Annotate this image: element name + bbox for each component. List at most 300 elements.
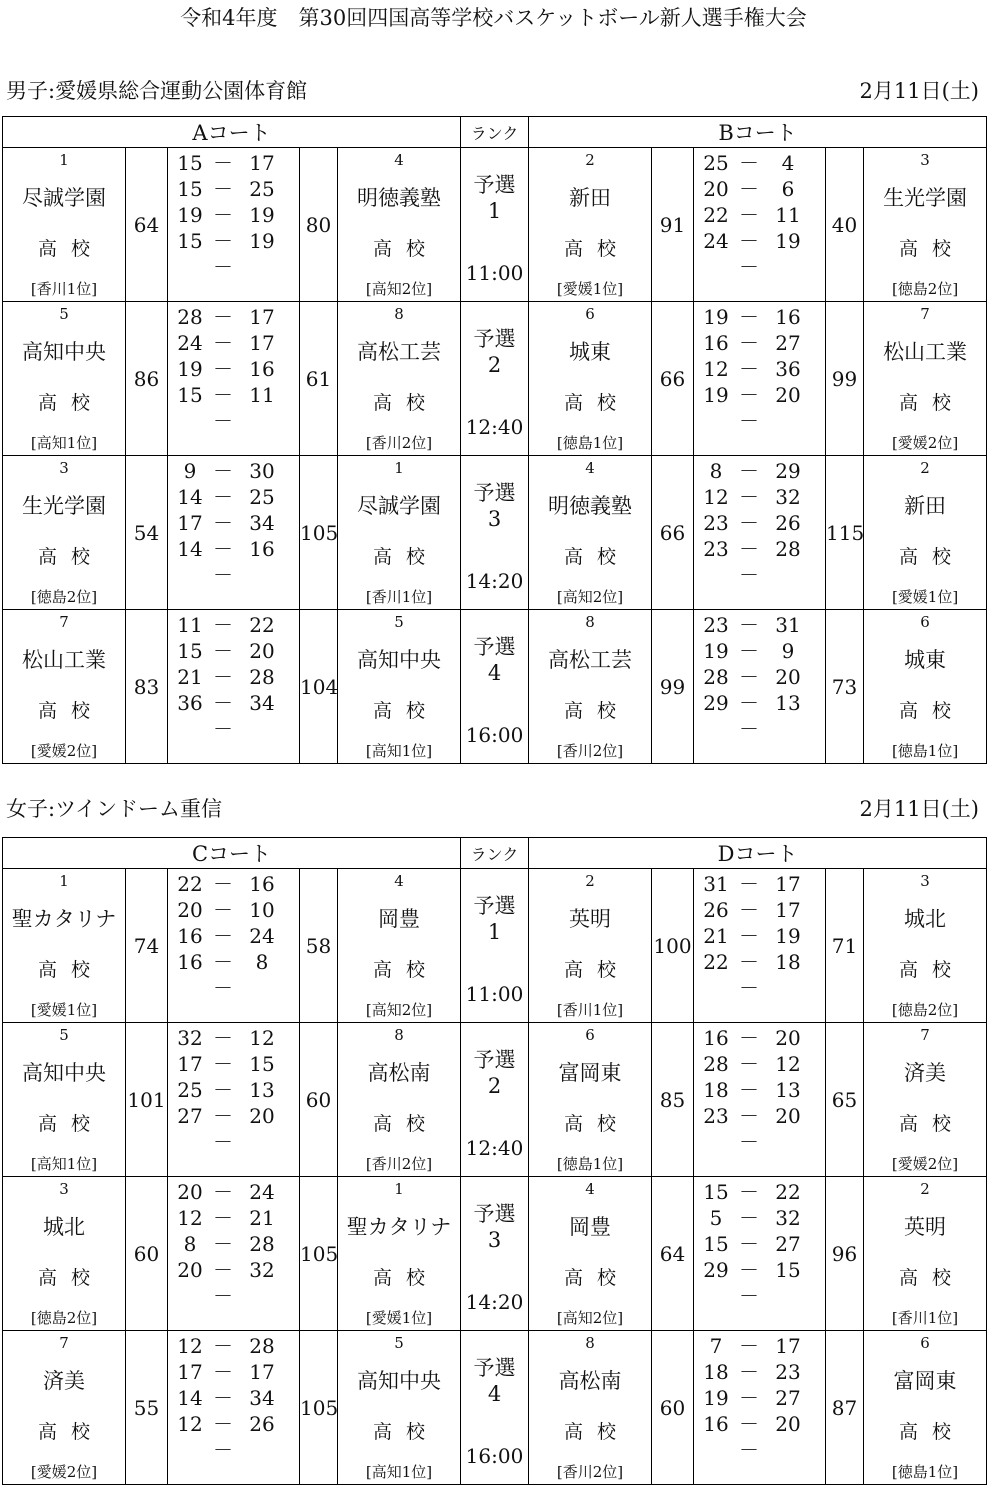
overtime-row: [694, 254, 825, 280]
dash: －: [213, 1130, 233, 1154]
dash: －: [213, 1104, 233, 1128]
quarter-list: [694, 302, 825, 455]
quarter-score-home: 20: [177, 1258, 203, 1282]
dash: －: [739, 1438, 759, 1462]
quarter-score-home: 25: [177, 1078, 203, 1102]
team-seed: 7: [920, 305, 930, 323]
team-seed: 6: [920, 1334, 930, 1352]
quarter-score-away: 17: [775, 898, 801, 922]
overtime-row: [168, 716, 299, 742]
quarter-score-home: 12: [703, 485, 729, 509]
team-name: 高松南: [558, 1369, 622, 1393]
quarter-row: [694, 897, 825, 923]
dash: －: [213, 613, 233, 637]
school-suffix: 高校: [37, 238, 104, 260]
team-seed: 5: [59, 1026, 69, 1044]
quarter-row: [168, 1411, 299, 1437]
team-seed: 4: [585, 459, 595, 477]
total-score: 60: [300, 1023, 338, 1177]
quarter-scores: [168, 869, 300, 1023]
team-block: [338, 869, 460, 1022]
quarter-row: [694, 458, 825, 484]
quarter-score-home: 19: [703, 383, 729, 407]
school-suffix: 高校: [899, 700, 966, 722]
dash: －: [213, 872, 233, 896]
team-seed: 6: [585, 305, 595, 323]
dash: －: [739, 563, 760, 587]
school-suffix: 高校: [372, 1267, 439, 1289]
quarter-row: [168, 330, 299, 356]
dash: －: [739, 1284, 759, 1308]
team-qualifier: [高知2位]: [365, 1001, 433, 1019]
quarter-row: [694, 202, 825, 228]
round-info: [461, 456, 528, 609]
rank-header: ランク: [461, 117, 529, 148]
total-score: 55: [126, 1331, 168, 1485]
total-score: 86: [126, 302, 168, 456]
team-seed: 2: [585, 872, 595, 890]
quarter-scores: [168, 148, 300, 302]
team-name: 英明: [569, 907, 611, 931]
quarter-row: [694, 1231, 825, 1257]
team-block: [338, 148, 460, 301]
overtime-row: [694, 716, 825, 742]
quarter-score-home: 5: [709, 1206, 723, 1230]
school-suffix: 高校: [563, 1113, 630, 1135]
total-score: 71: [826, 869, 864, 1023]
quarter-score-home: 24: [177, 331, 203, 355]
quarter-score-away: 12: [249, 1026, 275, 1050]
match-date: 2月11日(土): [859, 797, 979, 821]
quarter-row: [694, 1359, 825, 1385]
quarter-score-home: 20: [177, 1180, 203, 1204]
quarter-row: [168, 1025, 299, 1051]
quarter-row: [168, 536, 299, 562]
round-label: 予選: [473, 894, 516, 918]
total-score: 99: [826, 302, 864, 456]
quarter-list: [168, 302, 299, 455]
school-suffix: 高校: [899, 1421, 966, 1443]
quarter-row: [168, 1333, 299, 1359]
round-label: 予選: [473, 635, 516, 659]
team-block: [864, 456, 986, 609]
total-score: 99: [652, 610, 694, 764]
quarter-score-away: 8: [255, 950, 269, 974]
quarter-row: [168, 356, 299, 382]
quarter-row: [168, 1231, 299, 1257]
dash: －: [213, 950, 233, 974]
quarter-scores: [168, 1023, 300, 1177]
quarter-scores: [694, 1023, 826, 1177]
team-cell: [338, 148, 461, 302]
quarter-score-away: 17: [249, 151, 275, 175]
total-score: 100: [652, 869, 694, 1023]
team-cell: [3, 456, 126, 610]
round-number: 1: [487, 199, 502, 223]
dash: －: [739, 1130, 759, 1154]
quarter-score-home: 18: [703, 1360, 729, 1384]
team-block: [3, 1331, 125, 1484]
quarter-scores: [694, 1177, 826, 1331]
quarter-list: [168, 1331, 299, 1484]
dash: －: [739, 1412, 759, 1436]
quarter-score-home: 15: [703, 1180, 729, 1204]
team-name: 尽誠学園: [22, 186, 106, 210]
section-header: [0, 794, 987, 824]
quarter-score-away: 30: [249, 459, 275, 483]
school-suffix: 高校: [37, 1267, 104, 1289]
quarter-score-away: 13: [775, 1078, 801, 1102]
dash: －: [739, 924, 759, 948]
quarter-score-away: 18: [775, 950, 801, 974]
dash: －: [213, 1360, 233, 1384]
school-suffix: 高校: [899, 959, 966, 981]
total-score: 80: [300, 148, 338, 302]
team-qualifier: [徳島2位]: [30, 1309, 98, 1327]
page-title: 令和4年度 第30回四国高等学校バスケットボール新人選手権大会: [180, 6, 807, 30]
tipoff-time: 12:40: [465, 415, 524, 439]
dash: －: [213, 1334, 233, 1358]
team-block: [338, 1177, 460, 1330]
overtime-row: [168, 254, 299, 280]
quarter-score-away: 28: [775, 537, 801, 561]
quarter-score-home: 16: [177, 924, 203, 948]
quarter-row: [168, 150, 299, 176]
dash: －: [739, 409, 760, 433]
round-info: [461, 1331, 528, 1484]
team-name: 高知中央: [357, 648, 442, 672]
team-block: [864, 869, 986, 1022]
team-cell: [3, 148, 126, 302]
quarter-row: [694, 150, 825, 176]
team-name: 明徳義塾: [548, 494, 633, 518]
quarter-list: [694, 148, 825, 301]
dash: －: [213, 383, 233, 407]
team-qualifier: [愛媛1位]: [891, 588, 959, 606]
dash: －: [739, 1104, 759, 1128]
quarter-score-away: 17: [249, 305, 275, 329]
quarter-list: [168, 869, 299, 1022]
dash: －: [739, 459, 760, 483]
team-seed: 1: [59, 872, 69, 890]
dash: －: [739, 691, 760, 715]
team-seed: 6: [585, 1026, 595, 1044]
team-seed: 3: [920, 872, 930, 890]
dash: －: [739, 357, 760, 381]
dash: －: [213, 203, 233, 227]
round-number: 2: [487, 353, 502, 377]
quarter-score-home: 19: [703, 305, 729, 329]
rank-cell: [461, 456, 529, 610]
round-label: 予選: [473, 327, 516, 351]
team-name: 城北: [43, 1215, 85, 1239]
team-name: 高知中央: [22, 1061, 106, 1085]
team-name: 済美: [43, 1369, 85, 1393]
team-seed: 8: [585, 1334, 595, 1352]
team-block: [864, 610, 986, 763]
total-score: 104: [300, 610, 338, 764]
quarter-score-home: 17: [177, 1052, 203, 1076]
team-cell: [338, 1023, 461, 1177]
team-name: 明徳義塾: [357, 186, 442, 210]
team-block: [529, 1023, 651, 1176]
team-cell: [3, 869, 126, 1023]
team-name: 聖カタリナ: [11, 907, 117, 931]
team-qualifier: [徳島1位]: [891, 742, 959, 760]
quarter-score-away: 11: [775, 203, 801, 227]
quarter-score-away: 12: [775, 1052, 801, 1076]
quarter-row: [168, 228, 299, 254]
quarter-score-away: 20: [775, 1412, 801, 1436]
school-suffix: 高校: [563, 959, 630, 981]
school-suffix: 高校: [37, 1113, 104, 1135]
quarter-list: [168, 1177, 299, 1330]
quarter-score-home: 12: [177, 1206, 203, 1230]
dash: －: [213, 511, 233, 535]
overtime-row: [694, 1129, 825, 1155]
quarter-row: [694, 176, 825, 202]
team-block: [864, 1023, 986, 1176]
match-row: [3, 148, 987, 302]
quarter-score-away: 20: [249, 639, 275, 663]
team-name: 松山工業: [883, 340, 968, 364]
quarter-score-away: 24: [249, 1180, 275, 1204]
rank-cell: [461, 1023, 529, 1177]
quarter-score-home: 12: [177, 1334, 203, 1358]
quarter-row: [694, 1205, 825, 1231]
overtime-row: [168, 1437, 299, 1463]
quarter-row: [168, 612, 299, 638]
overtime-row: [694, 408, 825, 434]
rank-cell: [461, 148, 529, 302]
team-qualifier: [香川1位]: [891, 1309, 959, 1327]
match-row: [3, 869, 987, 1023]
quarter-list: [694, 1331, 825, 1484]
team-name: 松山工業: [22, 648, 106, 672]
dash: －: [213, 1078, 233, 1102]
quarter-score-away: 25: [249, 177, 275, 201]
quarter-score-away: 32: [249, 1258, 275, 1282]
quarter-score-away: 27: [775, 1386, 801, 1410]
quarter-list: [694, 610, 825, 763]
team-cell: [3, 302, 126, 456]
quarter-row: [168, 690, 299, 716]
team-seed: 8: [394, 1026, 404, 1044]
team-qualifier: [徳島1位]: [556, 1155, 624, 1173]
quarter-score-home: 21: [177, 665, 203, 689]
school-suffix: 高校: [899, 238, 966, 260]
round-info: [461, 1177, 528, 1330]
team-cell: [529, 1023, 652, 1177]
quarter-score-away: 22: [249, 613, 275, 637]
school-suffix: 高校: [899, 1267, 966, 1289]
team-qualifier: [徳島2位]: [30, 588, 98, 606]
schedule-table: [2, 116, 987, 764]
quarter-scores: [694, 610, 826, 764]
quarter-score-home: 19: [703, 1386, 729, 1410]
match-row: [3, 456, 987, 610]
school-suffix: 高校: [37, 392, 104, 414]
tipoff-time: 16:00: [465, 1444, 524, 1468]
team-cell: [338, 610, 461, 764]
total-score: 85: [652, 1023, 694, 1177]
team-seed: 4: [394, 872, 404, 890]
team-block: [529, 148, 651, 301]
quarter-score-away: 32: [775, 485, 801, 509]
quarter-row: [168, 484, 299, 510]
quarter-score-away: 16: [249, 537, 275, 561]
venue-label: 男子:愛媛県総合運動公園体育館: [6, 79, 308, 103]
team-seed: 3: [59, 459, 69, 477]
total-score: 64: [652, 1177, 694, 1331]
team-block: [3, 302, 125, 455]
quarter-score-home: 29: [703, 691, 729, 715]
quarter-score-home: 12: [703, 357, 729, 381]
dash: －: [739, 383, 760, 407]
dash: －: [213, 639, 233, 663]
total-score: 40: [826, 148, 864, 302]
school-suffix: 高校: [37, 700, 104, 722]
team-seed: 1: [394, 1180, 404, 1198]
total-score: 58: [300, 869, 338, 1023]
team-seed: 1: [59, 151, 69, 169]
quarter-score-home: 28: [703, 1052, 729, 1076]
team-cell: [338, 869, 461, 1023]
quarter-list: [694, 869, 825, 1022]
quarter-score-home: 19: [177, 357, 203, 381]
quarter-row: [694, 690, 825, 716]
team-name: 岡豊: [378, 907, 420, 931]
quarter-row: [694, 1333, 825, 1359]
dash: －: [213, 924, 233, 948]
round-info: [461, 148, 528, 301]
dash: －: [739, 1180, 759, 1204]
quarter-row: [168, 871, 299, 897]
team-seed: 7: [59, 1334, 69, 1352]
team-qualifier: [愛媛1位]: [365, 1309, 433, 1327]
team-qualifier: [愛媛2位]: [30, 1463, 98, 1481]
quarter-row: [168, 1359, 299, 1385]
quarter-score-away: 34: [249, 691, 275, 715]
school-suffix: 高校: [564, 392, 631, 414]
team-qualifier: [高知1位]: [365, 742, 433, 760]
quarter-score-away: 21: [249, 1206, 275, 1230]
dash: －: [739, 537, 760, 561]
dash: －: [213, 229, 233, 253]
team-qualifier: [高知1位]: [30, 434, 98, 452]
quarter-score-away: 15: [249, 1052, 275, 1076]
dash: －: [213, 459, 233, 483]
school-suffix: 高校: [564, 238, 631, 260]
match-row: [3, 1177, 987, 1331]
total-score: 105: [300, 456, 338, 610]
quarter-row: [694, 1077, 825, 1103]
dash: －: [213, 305, 233, 329]
quarter-score-away: 29: [775, 459, 801, 483]
team-name: 聖カタリナ: [346, 1215, 452, 1239]
quarter-score-home: 29: [703, 1258, 729, 1282]
quarter-score-home: 15: [177, 151, 203, 175]
quarter-score-away: 9: [781, 639, 795, 663]
quarter-row: [168, 382, 299, 408]
tipoff-time: 14:20: [465, 569, 524, 593]
quarter-score-away: 26: [249, 1412, 275, 1436]
quarter-score-home: 16: [703, 1026, 729, 1050]
team-block: [529, 302, 651, 455]
quarter-row: [694, 536, 825, 562]
total-score: 87: [826, 1331, 864, 1485]
dash: －: [739, 511, 760, 535]
team-block: [3, 1177, 125, 1330]
total-score: 65: [826, 1023, 864, 1177]
quarter-score-away: 19: [775, 229, 801, 253]
quarter-score-away: 27: [775, 1232, 801, 1256]
quarter-score-away: 16: [249, 872, 275, 896]
dash: －: [739, 1052, 759, 1076]
school-suffix: 高校: [373, 546, 440, 568]
team-block: [338, 302, 460, 455]
team-qualifier: [徳島1位]: [556, 434, 624, 452]
team-seed: 6: [920, 613, 930, 631]
quarter-row: [694, 612, 825, 638]
dash: －: [739, 485, 760, 509]
quarter-score-away: 36: [775, 357, 801, 381]
team-block: [864, 1331, 986, 1484]
team-cell: [864, 148, 987, 302]
team-seed: 2: [920, 459, 930, 477]
team-block: [529, 456, 651, 609]
quarter-list: [168, 610, 299, 763]
dash: －: [213, 331, 233, 355]
quarter-score-home: 23: [703, 511, 729, 535]
quarter-row: [168, 638, 299, 664]
overtime-row: [168, 1129, 299, 1155]
team-qualifier: [香川1位]: [365, 588, 433, 606]
court-header-row: [3, 838, 987, 869]
team-seed: 5: [394, 1334, 404, 1352]
quarter-score-home: 19: [177, 203, 203, 227]
quarter-row: [168, 897, 299, 923]
quarter-scores: [168, 610, 300, 764]
quarter-score-away: 16: [249, 357, 275, 381]
quarter-score-away: 17: [775, 872, 801, 896]
quarter-score-home: 19: [703, 639, 729, 663]
team-qualifier: [香川2位]: [365, 1155, 433, 1173]
round-info: [461, 302, 528, 455]
quarter-score-away: 20: [775, 1104, 801, 1128]
team-qualifier: [高知2位]: [365, 280, 433, 298]
quarter-row: [168, 664, 299, 690]
dash: －: [213, 255, 233, 279]
overtime-row: [694, 1437, 825, 1463]
team-block: [3, 1023, 125, 1176]
team-block: [338, 610, 460, 763]
team-seed: 3: [920, 151, 930, 169]
quarter-score-home: 28: [703, 665, 729, 689]
team-name: 高松南: [367, 1061, 431, 1085]
quarter-score-home: 18: [703, 1078, 729, 1102]
dash: －: [739, 976, 759, 1000]
team-cell: [864, 869, 987, 1023]
dash: －: [213, 665, 233, 689]
total-score: 101: [126, 1023, 168, 1177]
team-cell: [864, 1023, 987, 1177]
quarter-row: [694, 1051, 825, 1077]
venue-label: 女子:ツインドーム重信: [6, 797, 223, 821]
dash: －: [739, 872, 759, 896]
tipoff-time: 12:40: [465, 1136, 524, 1160]
dash: －: [213, 1258, 233, 1282]
